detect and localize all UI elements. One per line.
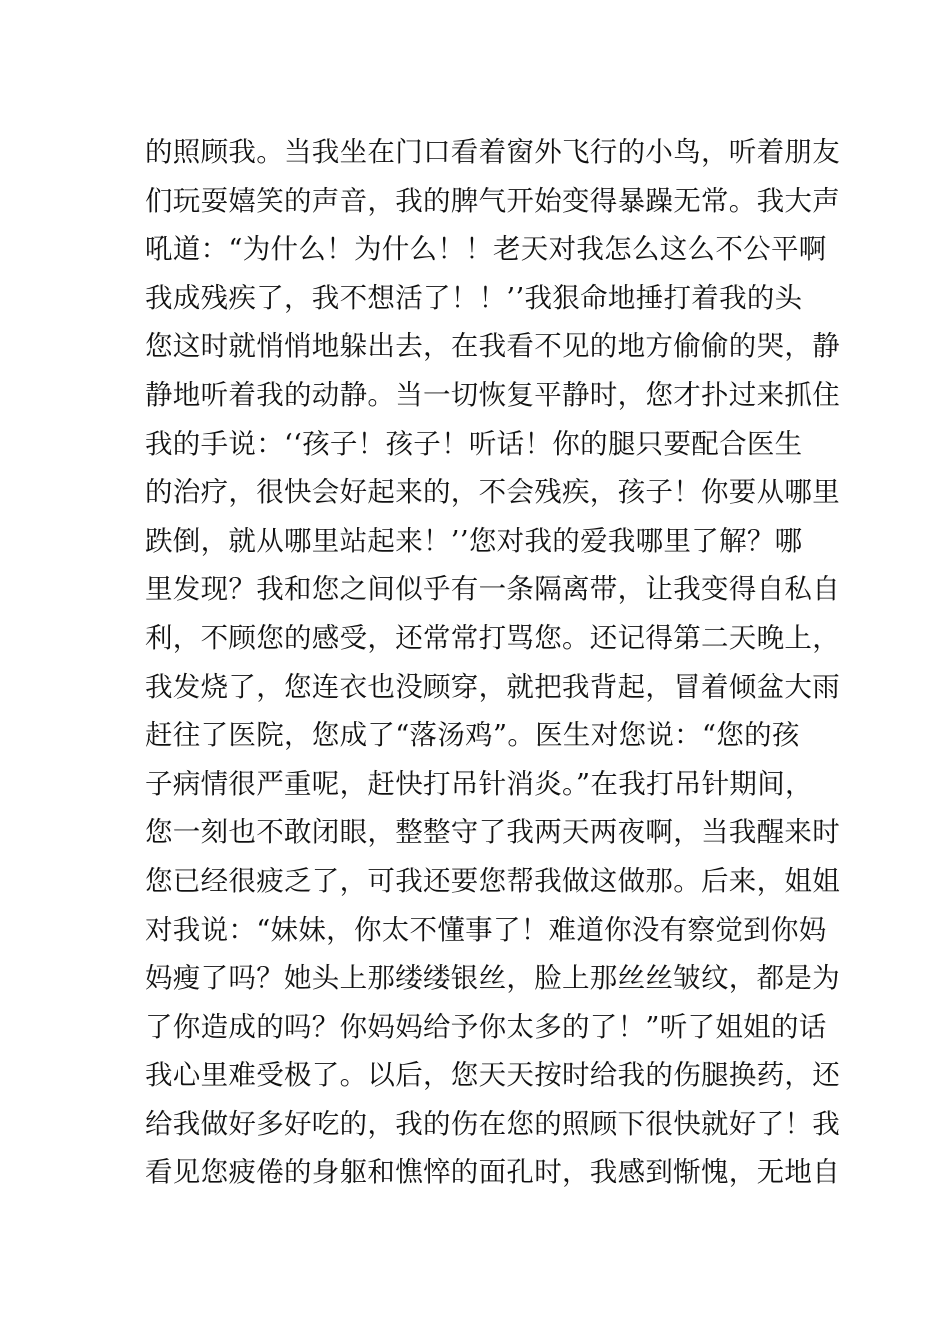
text-line: 您这时就悄悄地躲出去，在我看不见的地方偷偷的哭，静 xyxy=(145,330,840,363)
text-line: 利，不顾您的感受，还常常打骂您。还记得第二天晚上， xyxy=(145,621,840,654)
text-line: 我的手说：‘‘孩子！孩子！听话！你的腿只要配合医生 xyxy=(145,427,803,460)
text-line: 妈瘦了吗？她头上那缕缕银丝，脸上那丝丝皱纹，都是为 xyxy=(145,962,840,995)
text-line: 静地听着我的动静。当一切恢复平静时，您才扑过来抓住 xyxy=(145,378,840,411)
text-line: 我成残疾了，我不想活了！！’’我狠命地捶打着我的头 xyxy=(145,281,803,314)
text-line: 吼道：“为什么！为什么！！老天对我怎么这么不公平啊 xyxy=(145,233,827,266)
text-line: 的治疗，很快会好起来的，不会残疾，孩子！你要从哪里 xyxy=(145,476,840,509)
text-line: 对我说：“妹妹，你太不懂事了！难道你没有察觉到你妈 xyxy=(145,913,827,946)
text-line: 子病情很严重呢，赶快打吊针消炎。”在我打吊针期间， xyxy=(145,767,813,800)
body-text xyxy=(145,128,840,1197)
text-line: 给我做好多好吃的，我的伤在您的照顾下很快就好了！我 xyxy=(145,1107,840,1140)
text-line: 的照顾我。当我坐在门口看着窗外飞行的小鸟，听着朋友 xyxy=(145,136,840,168)
text-line: 了你造成的吗？你妈妈给予你太多的了！”听了姐姐的话 xyxy=(145,1010,827,1043)
text-line: 您已经很疲乏了，可我还要您帮我做这做那。后来，姐姐 xyxy=(145,864,840,897)
text-line: 看见您疲倦的身躯和憔悴的面孔时，我感到惭愧，无地自 xyxy=(145,1156,840,1189)
text-line: 们玩耍嬉笑的声音，我的脾气开始变得暴躁无常。我大声 xyxy=(145,184,840,217)
text-line: 我发烧了，您连衣也没顾穿，就把我背起，冒着倾盆大雨 xyxy=(145,670,840,703)
text-line: 里发现？我和您之间似乎有一条隔离带，让我变得自私自 xyxy=(145,573,840,606)
text-line: 您一刻也不敢闭眼，整整守了我两天两夜啊，当我醒来时 xyxy=(145,816,840,849)
text-line: 跌倒，就从哪里站起来！’’您对我的爱我哪里了解？哪 xyxy=(145,524,803,557)
text-line: 我心里难受极了。以后，您天天按时给我的伤腿换药，还 xyxy=(145,1059,840,1092)
text-line: 赶往了医院，您成了“落汤鸡”。医生对您说：“您的孩 xyxy=(145,719,800,752)
